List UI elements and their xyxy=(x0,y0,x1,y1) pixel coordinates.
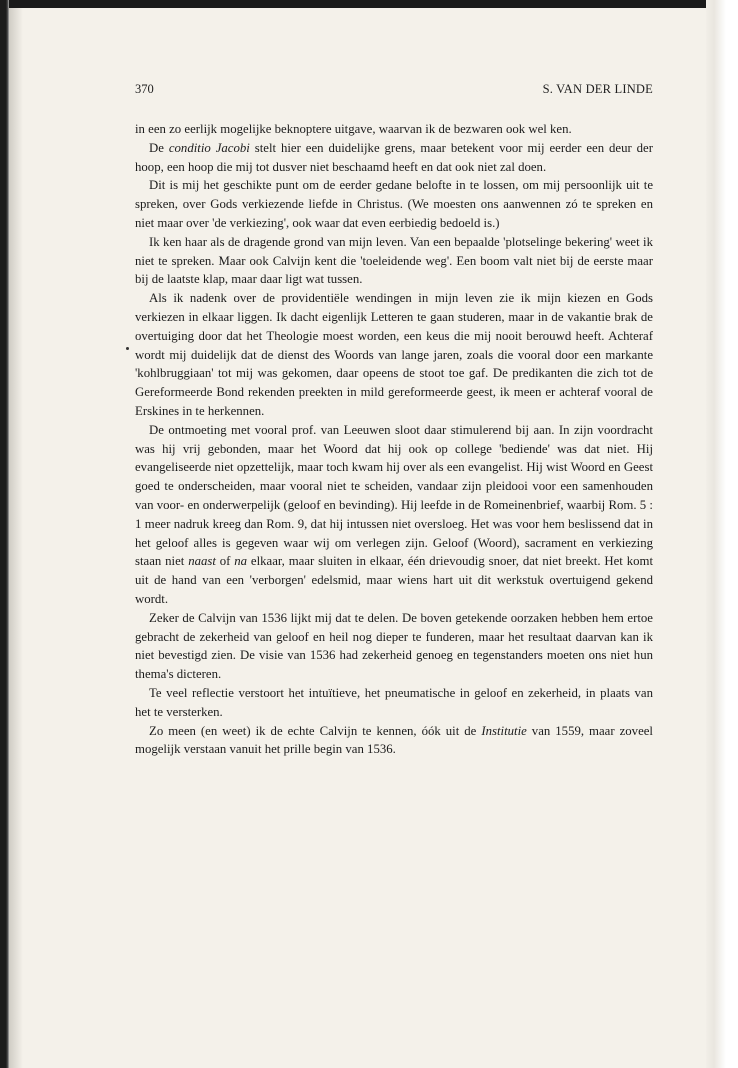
margin-dot-mark xyxy=(126,347,129,350)
running-head: S. VAN DER LINDE xyxy=(542,82,653,96)
paragraph-5: Als ik nadenk over de providentiële wendingen in mijn leven zie ik mijn kiezen en Gods verkiezen in elkaar liggen. Ik dacht eigenlijk Letteren te gaan studeren, maar in de vakantie brak de overtuiging door dat het Theologie moest worden, een keus die mij nooit berouwd heeft. Achteraf wordt mij duidelijk dat de dienst des Woords van lange jaren, zoals die vooral door een markante 'kohlbruggiaan' tot mij was gekomen, daar opeens de stoot toe gaf. De predikanten die zich tot de Gereformeerde Bond rekenden preekten in mild gereformeerde geest, ik meen er achteraf vooral de Erskines in te herkennen. xyxy=(135,291,653,418)
page-number: 370 xyxy=(135,82,154,96)
paragraph-3: Dit is mij het geschikte punt om de eerder gedane belofte in te lossen, om mij persoonlijk uit te spreken, over Gods verkiezende liefde in Christus. (We moesten ons aanwennen zó te spreken en niet maar over 'de verkiezing', ook waar dat even eerbiedig bedoeld is.) xyxy=(135,178,653,230)
scan-border-left xyxy=(0,0,9,1068)
scan-border-top xyxy=(0,0,738,8)
paragraph-1: in een zo eerlijk mogelijke beknoptere uitgave, waarvan ik de bezwaren ook wel ken. xyxy=(135,122,572,136)
paragraph-4: Ik ken haar als de dragende grond van mijn leven. Van een bepaalde 'plotselinge bekering' weet ik niet te spreken. Maar ook Calvijn kent die 'toeleidende weg'. Een boom valt niet bij de eerste maar bij de laatste klap, maar daar ligt wat tussen. xyxy=(135,234,653,287)
page-gutter-shadow xyxy=(9,8,23,1068)
paragraph-6: De ontmoeting met vooral prof. van Leeuwen sloot daar stimulerend bij aan. In zijn voordracht was hij vrij gebonden, maar het Woord dat hij ook op college 'bediende' was dat niet. Hij evangeliseerde niet opzettelijk, maar toch kwam hij over als een evangelist. Hij wist Woord en Geest goed te onderscheiden, maar vooral niet te scheiden, vandaar zijn pleidooi voor een samenhouden van voor- en onderwerpelijk (geloof en bevinding). Hij leefde in de Romeinenbrief, waarbij Rom. 5 : 1 meer nadruk kreeg dan Rom. 9, dat hij intussen niet oversloeg. Het was voor hem beslissend dat in het geloof alles is gegeven waar wij om verlegen zijn. Geloof (Woord), sacrament en verkiezing staan niet naast of na elkaar, maar sluiten in elkaar, één drievoudig snoer, dat niet breekt. Het komt uit de hand van een 'verborgen' edelsmid, maar wiens hart uit dit werkstuk overtuigend gekend wordt. xyxy=(135,422,653,606)
scan-border-right xyxy=(706,0,738,1068)
paragraph-8: Te veel reflectie verstoort het intuïtieve, het pneumatische in geloof en zekerheid, in plaats van het te versterken. xyxy=(135,685,653,719)
body-text xyxy=(135,120,653,759)
paragraph-2: De conditio Jacobi stelt hier een duidelijke grens, maar betekent voor mij eerder een deur der hoop, een hoop die mij tot dusver niet beschaamd heeft en dat ook niet zal doen. xyxy=(135,140,654,174)
paragraph-7: Zeker de Calvijn van 1536 lijkt mij dat te delen. De boven getekende oorzaken hebben hem ertoe gebracht de zekerheid van geloof en heil nog dieper te funderen, maar het resultaat daarvan kan ik niet bevestigd zien. De visie van 1536 had zekerheid genoeg en tegenstanders moeten ons niet hun thema's dicteren. xyxy=(135,610,653,682)
paragraph-9: Zo meen (en weet) ik de echte Calvijn te kennen, óók uit de Institutie van 1559, maar zoveel mogelijk verstaan vanuit het prille begin van 1536. xyxy=(135,723,653,757)
